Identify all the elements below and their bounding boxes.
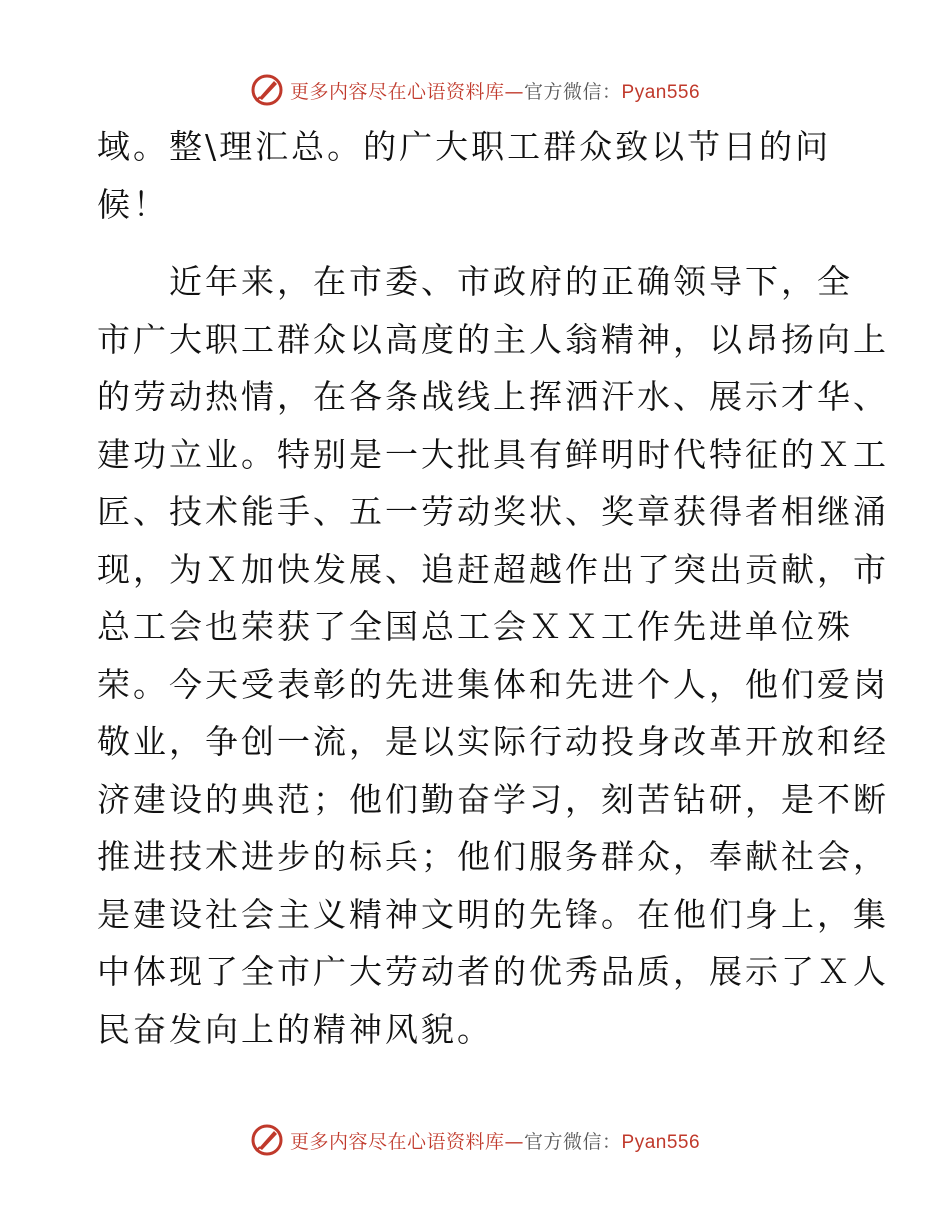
banner-main-text: 更多内容尽在心语资料库 — [289, 1130, 505, 1153]
text-line: 推进技术进步的标兵；他们服务群众，奉献社会， — [97, 837, 889, 876]
text-line: 域。整\理汇总。的广大职工群众致以节日的问 — [97, 127, 832, 166]
text-line: 总工会也荣获了全国总工会ＸＸ工作先进单位殊 — [97, 607, 853, 646]
header-watermark-banner — [0, 70, 950, 110]
quill-seal-icon — [250, 73, 284, 107]
text-line: 济建设的典范；他们勤奋学习，刻苦钻研，是不断 — [97, 779, 889, 819]
banner-main-text: 更多内容尽在心语资料库 — [289, 80, 505, 103]
banner-wechat-label: 官方微信 — [523, 1130, 602, 1153]
banner-colon: ： — [602, 80, 622, 103]
quill-seal-icon — [250, 1123, 284, 1157]
text-line: 荣。今天受表彰的先进集体和先进个人，他们爱岗 — [97, 664, 889, 704]
text-line: 中体现了全市广大劳动者的优秀品质，展示了Ｘ人 — [97, 952, 889, 991]
banner-text — [290, 77, 700, 104]
banner-wechat-id: Pyan556 — [621, 1131, 701, 1153]
text-line: 的劳动热情，在各条战线上挥洒汗水、展示才华、 — [97, 377, 889, 416]
banner-wechat-id: Pyan556 — [621, 81, 701, 103]
banner-colon: ： — [602, 1130, 622, 1153]
banner-text — [290, 1127, 700, 1154]
document-body — [97, 118, 889, 1058]
text-line: 现，为Ｘ加快发展、追赶超越作出了突出贡献，市 — [97, 549, 889, 589]
text-line: 民奋发向上的精神风貌。 — [97, 1009, 493, 1049]
paragraph-1 — [97, 118, 857, 233]
text-line: 候！ — [97, 184, 169, 224]
paragraph-2 — [97, 253, 889, 1058]
banner-wechat-label: 官方微信 — [523, 80, 602, 103]
text-line: 匠、技术能手、五一劳动奖状、奖章获得者相继涌 — [97, 492, 889, 531]
text-line: 是建设社会主义精神文明的先锋。在他们身上，集 — [97, 894, 889, 934]
banner-dash: — — [504, 1130, 524, 1153]
text-line: 近年来，在市委、市政府的正确领导下，全 — [97, 262, 853, 301]
text-line: 敬业，争创一流，是以实际行动投身改革开放和经 — [97, 722, 889, 761]
text-line: 市广大职工群众以高度的主人翁精神，以昂扬向上 — [97, 319, 889, 359]
text-line: 建功立业。特别是一大批具有鲜明时代特征的Ｘ工 — [97, 434, 889, 474]
footer-watermark-banner — [0, 1120, 950, 1160]
banner-dash: — — [504, 80, 524, 103]
